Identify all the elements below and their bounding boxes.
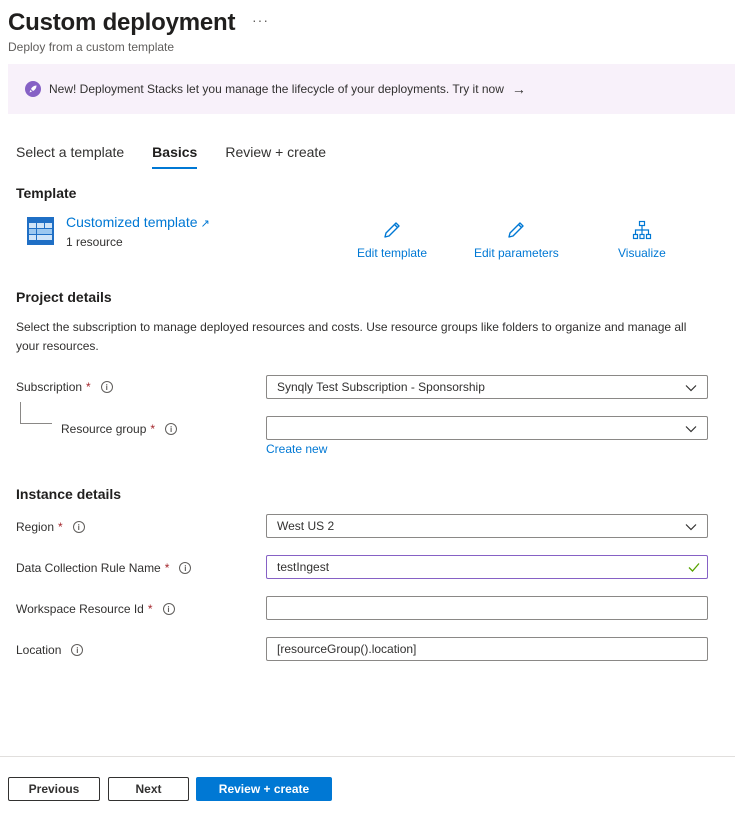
required-marker: * xyxy=(164,561,170,575)
dcr-name-label: Data Collection Rule Name * i xyxy=(16,561,191,575)
subscription-label: Subscription * i xyxy=(16,380,113,394)
info-icon[interactable]: i xyxy=(71,644,83,656)
info-icon[interactable]: i xyxy=(179,562,191,574)
workspace-resource-id-label: Workspace Resource Id * i xyxy=(16,602,175,616)
project-details-description: Select the subscription to manage deployed resources and costs. Use resource groups like folders to organize and manage all your resources. xyxy=(16,320,687,353)
page-title: Custom deployment xyxy=(8,9,236,36)
edit-template-button[interactable]: Edit template xyxy=(357,220,427,260)
resource-count: 1 resource xyxy=(66,235,123,249)
resource-group-dropdown[interactable] xyxy=(266,416,708,440)
template-grid-icon xyxy=(27,217,54,245)
rocket-icon xyxy=(25,81,41,97)
info-icon[interactable]: i xyxy=(165,423,177,435)
location-input[interactable]: [resourceGroup().location] xyxy=(266,637,708,661)
tab-select-template[interactable]: Select a template xyxy=(16,144,125,160)
customized-template-link[interactable]: Customized template ↗ xyxy=(66,214,210,230)
instance-details-title: Instance details xyxy=(16,486,122,502)
external-link-icon: ↗ xyxy=(200,218,210,230)
subscription-dropdown[interactable]: Synqly Test Subscription - Sponsorship xyxy=(266,375,708,399)
previous-button[interactable]: Previous xyxy=(8,777,100,801)
info-icon[interactable]: i xyxy=(101,381,113,393)
chevron-down-icon xyxy=(685,423,697,435)
region-dropdown[interactable]: West US 2 xyxy=(266,514,708,538)
tree-connector xyxy=(20,402,52,424)
edit-parameters-button[interactable]: Edit parameters xyxy=(474,220,559,260)
required-marker: * xyxy=(150,422,156,436)
info-icon[interactable]: i xyxy=(163,603,175,615)
location-label: Location i xyxy=(16,643,83,657)
dcr-name-input[interactable]: testIngest xyxy=(266,555,708,579)
tab-review-create[interactable]: Review + create xyxy=(225,144,327,160)
footer-divider xyxy=(0,756,735,757)
resource-group-label: Resource group * i xyxy=(61,422,177,436)
create-new-link[interactable]: Create new xyxy=(266,442,328,456)
pencil-icon xyxy=(382,220,402,240)
required-marker: * xyxy=(147,602,153,616)
info-icon[interactable]: i xyxy=(73,521,85,533)
next-button[interactable]: Next xyxy=(108,777,189,801)
workspace-resource-id-input[interactable] xyxy=(266,596,708,620)
template-section-title: Template xyxy=(16,185,77,201)
wizard-tabs xyxy=(16,144,354,168)
required-marker: * xyxy=(86,380,91,394)
chevron-down-icon xyxy=(685,382,697,394)
hierarchy-icon xyxy=(632,220,652,240)
pencil-icon xyxy=(506,220,526,240)
deployment-stacks-banner[interactable] xyxy=(8,64,735,114)
visualize-button[interactable]: Visualize xyxy=(618,220,666,260)
tab-basics[interactable]: Basics xyxy=(152,144,197,168)
project-details-title: Project details xyxy=(16,289,112,305)
arrow-right-icon: → xyxy=(511,81,526,97)
banner-text: New! Deployment Stacks let you manage the lifecycle of your deployments. Try it now xyxy=(49,82,504,96)
checkmark-icon xyxy=(687,560,701,574)
region-label: Region * i xyxy=(16,520,85,534)
page-subtitle: Deploy from a custom template xyxy=(8,40,175,54)
more-options-icon[interactable]: ··· xyxy=(252,12,269,28)
chevron-down-icon xyxy=(685,521,697,533)
required-marker: * xyxy=(58,520,63,534)
review-create-button[interactable]: Review + create xyxy=(196,777,332,801)
